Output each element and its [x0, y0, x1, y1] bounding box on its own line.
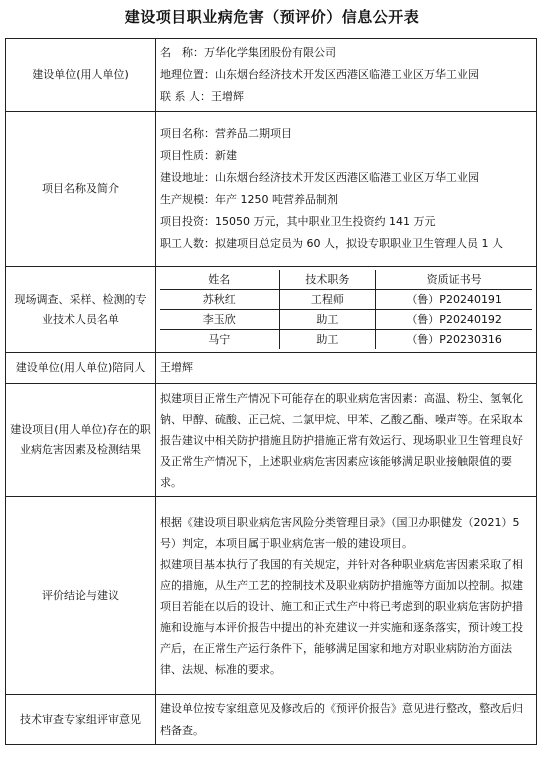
staff-position: 工程师 — [279, 290, 376, 310]
page-title: 建设项目职业病危害（预评价）信息公开表 — [124, 8, 420, 26]
table-row — [160, 310, 532, 330]
unit-name: 名 称：万华化学集团股份有限公司 — [160, 46, 336, 59]
project-nature: 项目性质：新建 — [160, 149, 237, 162]
staff-table — [160, 270, 532, 349]
staff-name: 马宁 — [208, 333, 231, 346]
project-content — [156, 112, 537, 267]
staff-name: 苏秋红 — [160, 290, 279, 310]
table-row — [6, 384, 537, 497]
unit-label: 建设单位(用人单位) — [6, 39, 156, 112]
unit-location: 地理位置：山东烟台经济技术开发区西港区临港工业区万华工业园 — [160, 68, 479, 81]
staff-content — [156, 267, 537, 353]
table-row — [6, 39, 537, 112]
conclusion-paragraph-1: 根据《建设项目职业病危害风险分类管理目录》（国卫办职健发（2021）5 号）判定，本项目属于职业病危害一般的建设项目。 — [160, 515, 520, 550]
staff-position: 助工 — [279, 310, 376, 330]
table-row — [160, 290, 532, 310]
staff-label: 现场调查、采样、检测的专业技术人员名单 — [6, 267, 156, 353]
project-name: 项目名称：营养品二期项目 — [160, 127, 292, 140]
staff-cert: （鲁）P20230316 — [376, 330, 532, 350]
conclusion-paragraph-2: 拟建项目基本执行了我国的有关规定，并针对各种职业病危害因素采取了相应的措施，从生产工艺的控制技术及职业病防护措施等方面加以控制。拟建项目若能在以后的设计、施工和正式生产中将已考虑到的职业病危害防护措施和设施与本评价报告中提出的补充建议一并实施和逐条落实，预计竣工投产后，在正常生产运行条件下，能够满足国家和地方对职业病防治方面法律、法规、标准的要求。 — [160, 557, 523, 676]
table-row — [6, 497, 537, 695]
table-row — [160, 330, 532, 350]
staff-cert: （鲁）P20240191 — [376, 290, 532, 310]
col-header-name: 姓名 — [160, 270, 279, 290]
table-row — [6, 695, 537, 745]
project-investment: 项目投资：15050 万元，其中职业卫生投资约 141 万元 — [160, 215, 436, 228]
staff-cert: （鲁）P20240192 — [376, 310, 532, 330]
info-table — [5, 38, 537, 745]
hazards-label: 建设项目(用人单位)存在的职业病危害因素及检测结果 — [6, 384, 156, 497]
unit-contact: 联 系 人：王增辉 — [160, 90, 244, 103]
staff-name: 李玉欣 — [160, 310, 279, 330]
staff-header-row — [160, 270, 532, 290]
project-address: 建设地址：山东烟台经济技术开发区西港区临港工业区万华工业园 — [160, 171, 479, 184]
project-staff: 职工人数：拟建项目总定员为 60 人，拟设专职职业卫生管理人员 1 人 — [160, 237, 503, 250]
project-label: 项目名称及简介 — [6, 112, 156, 267]
staff-position: 助工 — [279, 330, 376, 350]
table-row — [6, 267, 537, 353]
table-row — [6, 112, 537, 267]
hazards-text: 拟建项目正常生产情况下可能存在的职业病危害因素：高温、粉尘、氢氧化钠、甲醇、硫酸、正己烷、二氯甲烷、甲苯、乙酸乙酯、噪声等。在采取本报告建议中相关防护措施且防护措施正常有效运行、现场职业卫生管理良好及正常生产情况下，上述职业病危害因素应该能够满足职业接触限值的要求。 — [156, 384, 537, 497]
review-text: 建设单位按专家组意见及修改后的《预评价报告》意见进行整改，整改后归档备查。 — [156, 695, 537, 745]
col-header-cert: 资质证书号 — [376, 270, 532, 290]
companion-value: 王增辉 — [156, 353, 537, 384]
project-scale: 生产规模：年产 1250 吨营养品制剂 — [160, 193, 338, 206]
unit-content — [156, 39, 537, 112]
companion-label: 建设单位(用人单位)陪同人 — [6, 353, 156, 384]
table-row — [6, 353, 537, 384]
col-header-position: 技术职务 — [279, 270, 376, 290]
conclusion-content — [156, 497, 537, 695]
review-label: 技术审查专家组评审意见 — [6, 695, 156, 745]
conclusion-label: 评价结论与建议 — [6, 497, 156, 695]
